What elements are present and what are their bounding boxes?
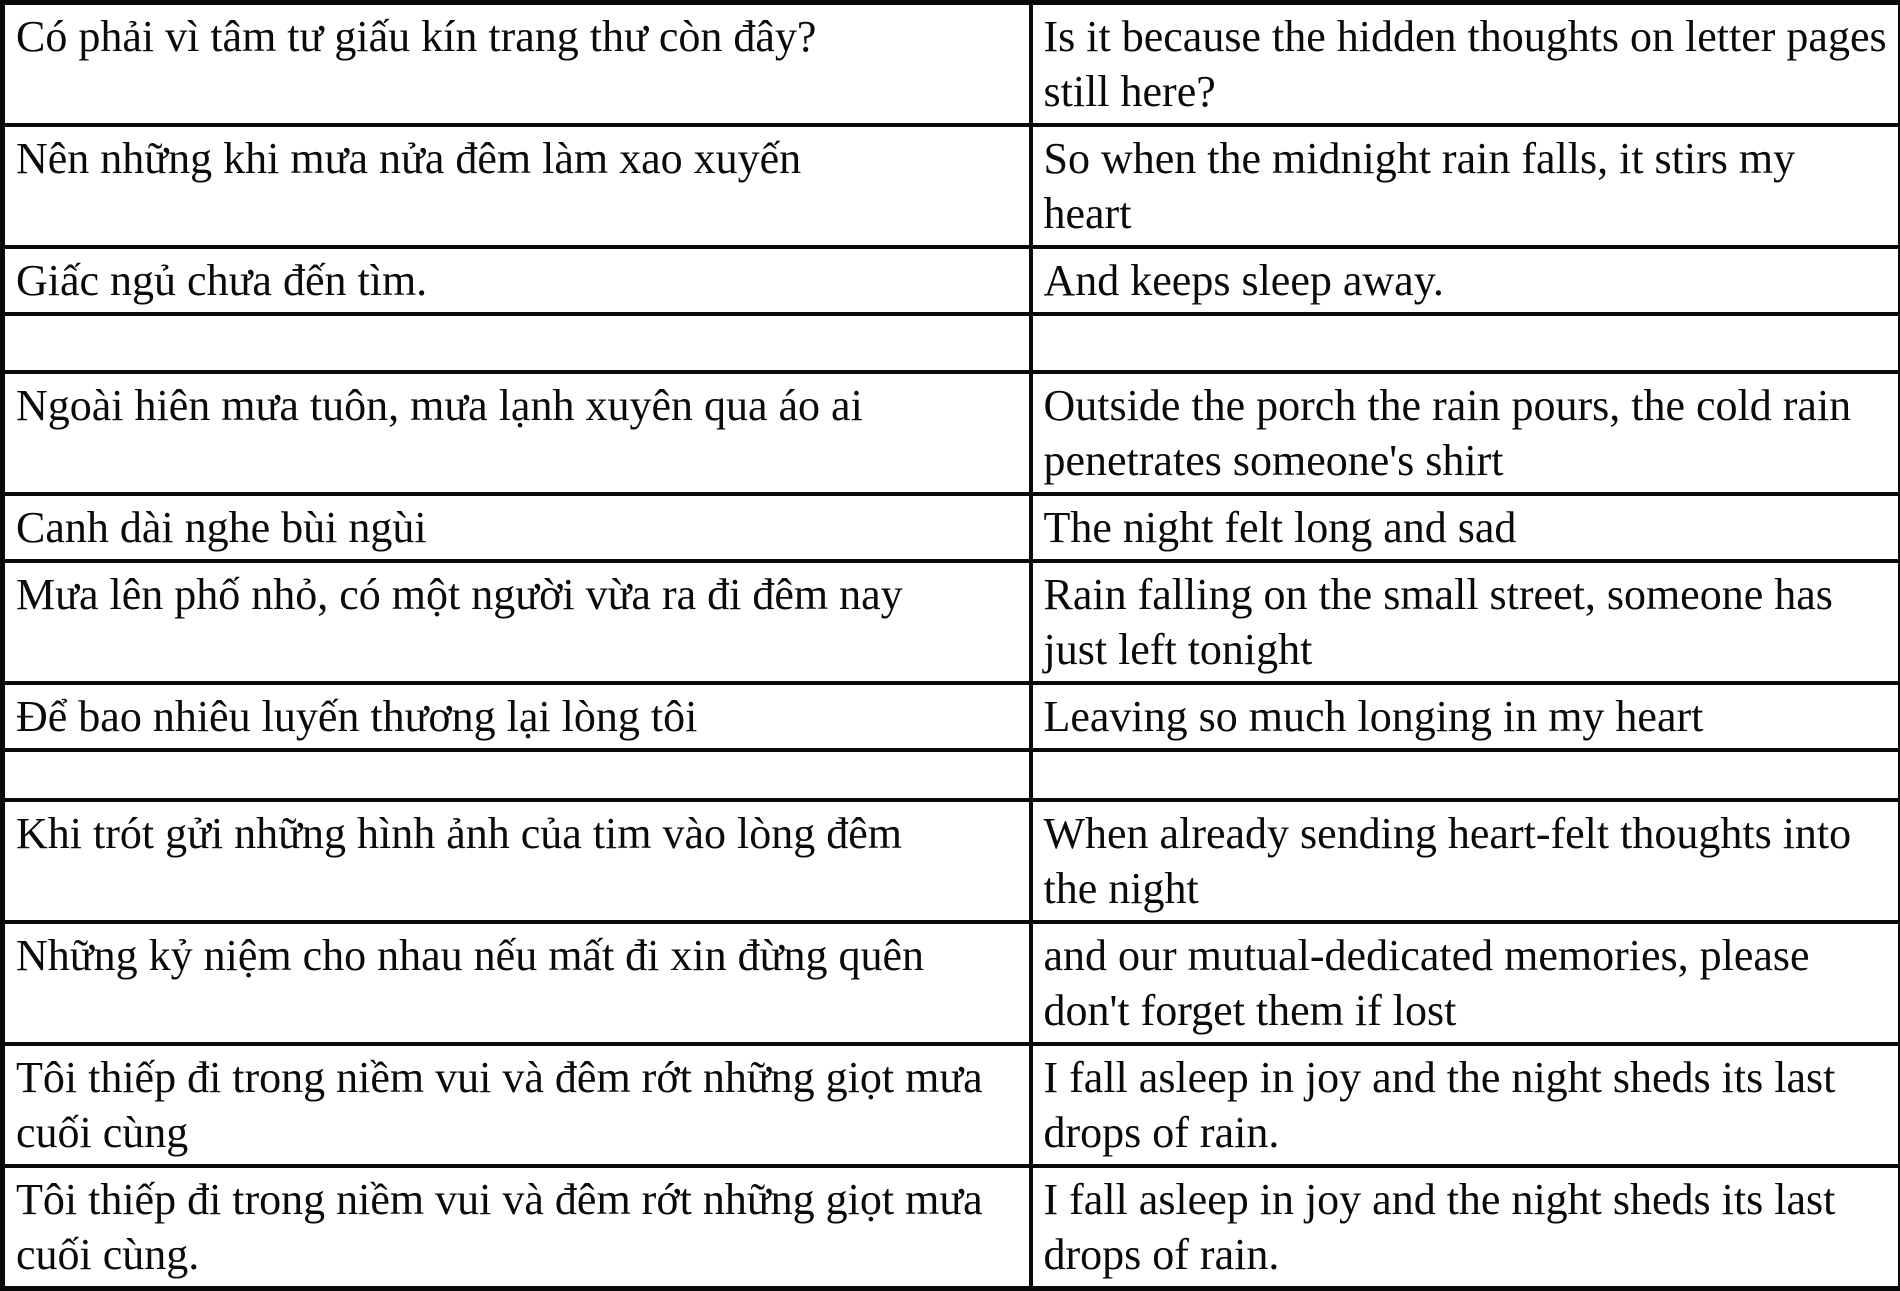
cell-english-translation: I fall asleep in joy and the night sheds its last drops of rain.	[1031, 1166, 1900, 1289]
cell-english-translation	[1031, 750, 1900, 800]
cell-english-translation: Rain falling on the small street, someone has just left tonight	[1031, 561, 1900, 683]
cell-vietnamese-lyric	[3, 750, 1031, 800]
table-body	[3, 3, 1900, 1289]
cell-english-translation: So when the midnight rain falls, it stirs my heart	[1031, 125, 1900, 247]
cell-vietnamese-lyric	[3, 314, 1031, 372]
cell-english-translation: The night felt long and sad	[1031, 494, 1900, 561]
cell-english-translation: And keeps sleep away.	[1031, 247, 1900, 314]
cell-vietnamese-lyric: Khi trót gửi những hình ảnh của tim vào lòng đêm	[3, 800, 1031, 922]
table-row-empty	[3, 750, 1900, 800]
cell-vietnamese-lyric: Ngoài hiên mưa tuôn, mưa lạnh xuyên qua áo ai	[3, 372, 1031, 494]
cell-english-translation: Leaving so much longing in my heart	[1031, 683, 1900, 750]
table-row	[3, 125, 1900, 247]
cell-vietnamese-lyric: Nên những khi mưa nửa đêm làm xao xuyến	[3, 125, 1031, 247]
table-row	[3, 922, 1900, 1044]
cell-vietnamese-lyric: Canh dài nghe bùi ngùi	[3, 494, 1031, 561]
cell-english-translation: Outside the porch the rain pours, the cold rain penetrates someone's shirt	[1031, 372, 1900, 494]
cell-vietnamese-lyric: Có phải vì tâm tư giấu kín trang thư còn đây?	[3, 3, 1031, 126]
table-row	[3, 561, 1900, 683]
cell-english-translation	[1031, 314, 1900, 372]
table-row-empty	[3, 314, 1900, 372]
table-row	[3, 1044, 1900, 1166]
cell-vietnamese-lyric: Tôi thiếp đi trong niềm vui và đêm rớt những giọt mưa cuối cùng	[3, 1044, 1031, 1166]
table-row	[3, 1166, 1900, 1289]
cell-english-translation: and our mutual-dedicated memories, please don't forget them if lost	[1031, 922, 1900, 1044]
table-row	[3, 247, 1900, 314]
cell-vietnamese-lyric: Để bao nhiêu luyến thương lại lòng tôi	[3, 683, 1031, 750]
cell-english-translation: I fall asleep in joy and the night sheds its last drops of rain.	[1031, 1044, 1900, 1166]
table-row	[3, 800, 1900, 922]
cell-vietnamese-lyric: Tôi thiếp đi trong niềm vui và đêm rớt những giọt mưa cuối cùng.	[3, 1166, 1031, 1289]
table-row	[3, 372, 1900, 494]
cell-english-translation: Is it because the hidden thoughts on letter pages still here?	[1031, 3, 1900, 126]
cell-vietnamese-lyric: Giấc ngủ chưa đến tìm.	[3, 247, 1031, 314]
cell-vietnamese-lyric: Mưa lên phố nhỏ, có một người vừa ra đi đêm nay	[3, 561, 1031, 683]
table-row	[3, 683, 1900, 750]
table-row	[3, 494, 1900, 561]
cell-english-translation: When already sending heart-felt thoughts into the night	[1031, 800, 1900, 922]
cell-vietnamese-lyric: Những kỷ niệm cho nhau nếu mất đi xin đừng quên	[3, 922, 1031, 1044]
table-row	[3, 3, 1900, 126]
